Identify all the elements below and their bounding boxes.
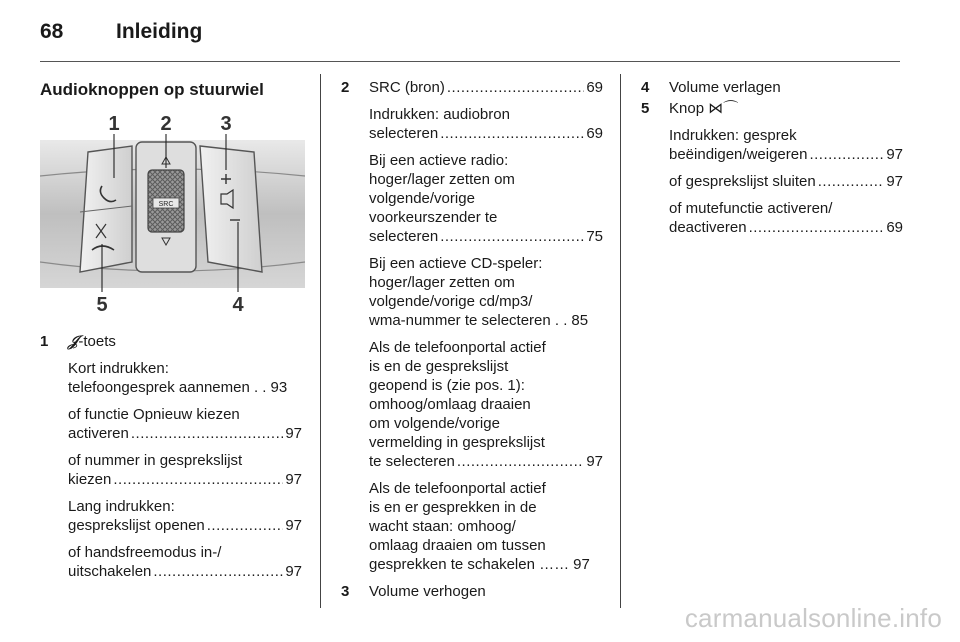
dot-leader bbox=[818, 172, 885, 191]
index-entry bbox=[369, 555, 603, 574]
page-number: 68 bbox=[40, 20, 64, 43]
text-line: Bij een actieve CD-speler: bbox=[369, 255, 543, 272]
text-line: geopend is (zie pos. 1): bbox=[369, 377, 525, 394]
callout-1: 1 bbox=[108, 113, 120, 135]
page-ref: 85 bbox=[571, 312, 589, 329]
paragraph bbox=[369, 338, 603, 471]
text-line: hoger/lager zetten om bbox=[369, 171, 515, 188]
column-divider-2 bbox=[620, 74, 621, 608]
paragraph bbox=[669, 172, 903, 191]
page-ref: 97 bbox=[285, 425, 302, 442]
entry-text: telefoongesprek aannemen . . bbox=[68, 379, 267, 396]
phone-icon: 𝒥 bbox=[68, 333, 79, 350]
text-line: Als de telefoonportal actief bbox=[369, 339, 546, 356]
chapter-title: Inleiding bbox=[116, 20, 203, 43]
text-line: is en er gesprekken in de bbox=[369, 499, 537, 516]
column-2 bbox=[341, 78, 603, 601]
index-entry bbox=[68, 378, 302, 397]
text-line: is en de gesprekslijst bbox=[369, 358, 509, 375]
text-line: omlaag draaien om tussen bbox=[369, 537, 546, 554]
callout-4: 4 bbox=[232, 294, 244, 316]
item-number: 4 bbox=[641, 79, 650, 96]
paragraph bbox=[68, 451, 302, 489]
text-line: Indrukken: audiobron bbox=[369, 106, 510, 123]
steering-wheel-controls-figure bbox=[40, 112, 305, 317]
callout-2: 2 bbox=[160, 113, 172, 135]
item-number: 1 bbox=[40, 333, 49, 350]
paragraph bbox=[68, 543, 302, 581]
paragraph bbox=[669, 126, 903, 164]
section-title: Audioknoppen op stuurwiel bbox=[40, 80, 264, 99]
entry-text: te selecteren bbox=[369, 453, 455, 470]
text-line: vermelding in gesprekslijst bbox=[369, 434, 545, 451]
callout-3: 3 bbox=[220, 113, 232, 135]
paragraph bbox=[669, 199, 903, 237]
text-line: of nummer in gesprekslijst bbox=[68, 452, 243, 469]
item-heading bbox=[369, 78, 603, 97]
dot-leader bbox=[440, 124, 584, 143]
column-divider-1 bbox=[320, 74, 321, 608]
entry-text: gesprekken te schakelen …… bbox=[369, 556, 570, 573]
entry-text: of gesprekslijst sluiten bbox=[669, 173, 816, 190]
entry-text: deactiveren bbox=[669, 219, 747, 236]
text-line: of functie Opnieuw kiezen bbox=[68, 406, 240, 423]
src-label: SRC bbox=[158, 201, 174, 208]
item-2 bbox=[341, 78, 603, 574]
entry-text: beëindigen/weigeren bbox=[669, 146, 808, 163]
page-ref: 97 bbox=[886, 173, 903, 190]
text-line: Lang indrukken: bbox=[68, 498, 175, 515]
column-1 bbox=[40, 332, 302, 581]
text-line: Kort indrukken: bbox=[68, 360, 169, 377]
dot-leader bbox=[749, 218, 885, 237]
item-5 bbox=[641, 99, 903, 237]
paragraph bbox=[369, 479, 603, 574]
item-heading: Knop bbox=[669, 100, 705, 117]
paragraph bbox=[369, 254, 603, 330]
item-heading: Volume verhogen bbox=[369, 583, 486, 600]
index-entry bbox=[369, 452, 603, 471]
text-line: volgende/vorige cd/mp3/ bbox=[369, 293, 533, 310]
entry-text: gesprekslijst openen bbox=[68, 517, 205, 534]
item-1 bbox=[40, 332, 302, 581]
index-entry bbox=[669, 172, 903, 191]
item-number: 5 bbox=[641, 100, 650, 117]
callout-5: 5 bbox=[96, 294, 108, 316]
page-ref: 69 bbox=[886, 219, 903, 236]
page-ref: 97 bbox=[586, 453, 603, 470]
text-line: Indrukken: gesprek bbox=[669, 127, 797, 144]
text-line: hoger/lager zetten om bbox=[369, 274, 515, 291]
dot-leader bbox=[113, 470, 283, 489]
dot-leader bbox=[440, 227, 584, 246]
index-entry bbox=[68, 562, 302, 581]
page-header bbox=[40, 18, 900, 48]
page-ref: 69 bbox=[586, 79, 603, 96]
entry-text: uitschakelen bbox=[68, 563, 152, 580]
paragraph bbox=[369, 151, 603, 246]
page-ref: 69 bbox=[586, 125, 603, 142]
index-entry bbox=[669, 145, 903, 164]
page-ref: 97 bbox=[886, 146, 903, 163]
item-number: 2 bbox=[341, 79, 350, 96]
item-4 bbox=[641, 78, 903, 97]
index-entry bbox=[369, 227, 603, 246]
text-line: wacht staan: omhoog/ bbox=[369, 518, 516, 535]
item-number: 3 bbox=[341, 583, 350, 600]
index-entry bbox=[68, 424, 302, 443]
entry-text: kiezen bbox=[68, 471, 112, 488]
paragraph bbox=[68, 359, 302, 397]
page-ref: 75 bbox=[586, 228, 603, 245]
entry-text: activeren bbox=[68, 425, 129, 442]
text-line: voorkeurszender te bbox=[369, 209, 498, 226]
entry-text: selecteren bbox=[369, 228, 439, 245]
item-heading: Volume verlagen bbox=[669, 79, 781, 96]
index-entry bbox=[68, 470, 302, 489]
dot-leader bbox=[207, 516, 284, 535]
item-3 bbox=[341, 582, 603, 601]
index-entry bbox=[669, 218, 903, 237]
hang-up-mute-icon: ⋈⌒ bbox=[708, 100, 739, 117]
entry-text: wma-nummer te selecteren . . bbox=[369, 312, 568, 329]
text-line: Bij een actieve radio: bbox=[369, 152, 509, 169]
paragraph bbox=[68, 405, 302, 443]
paragraph bbox=[68, 497, 302, 535]
dot-leader bbox=[153, 562, 283, 581]
header-rule bbox=[40, 61, 900, 62]
index-entry bbox=[369, 311, 603, 330]
entry-text: selecteren bbox=[369, 125, 439, 142]
page-ref: 97 bbox=[285, 517, 302, 534]
page-ref: 93 bbox=[270, 379, 288, 396]
entry-text: SRC (bron) bbox=[369, 79, 445, 96]
text-line: of mutefunctie activeren/ bbox=[669, 200, 833, 217]
watermark: carmanualsonline.info bbox=[684, 603, 942, 633]
text-line: volgende/vorige bbox=[369, 190, 475, 207]
paragraph bbox=[369, 105, 603, 143]
page-ref: 97 bbox=[285, 471, 302, 488]
column-3 bbox=[641, 78, 903, 237]
text-line: Als de telefoonportal actief bbox=[369, 480, 546, 497]
text-line: of handsfreemodus in-/ bbox=[68, 544, 222, 561]
page-ref: 97 bbox=[285, 563, 302, 580]
dot-leader bbox=[131, 424, 283, 443]
dot-leader bbox=[447, 78, 584, 97]
index-entry bbox=[369, 124, 603, 143]
item-heading: -toets bbox=[78, 333, 116, 350]
index-entry bbox=[68, 516, 302, 535]
text-line: om volgende/vorige bbox=[369, 415, 500, 432]
dot-leader bbox=[457, 452, 584, 471]
dot-leader bbox=[809, 145, 884, 164]
page-ref: 97 bbox=[573, 556, 590, 573]
text-line: omhoog/omlaag draaien bbox=[369, 396, 531, 413]
